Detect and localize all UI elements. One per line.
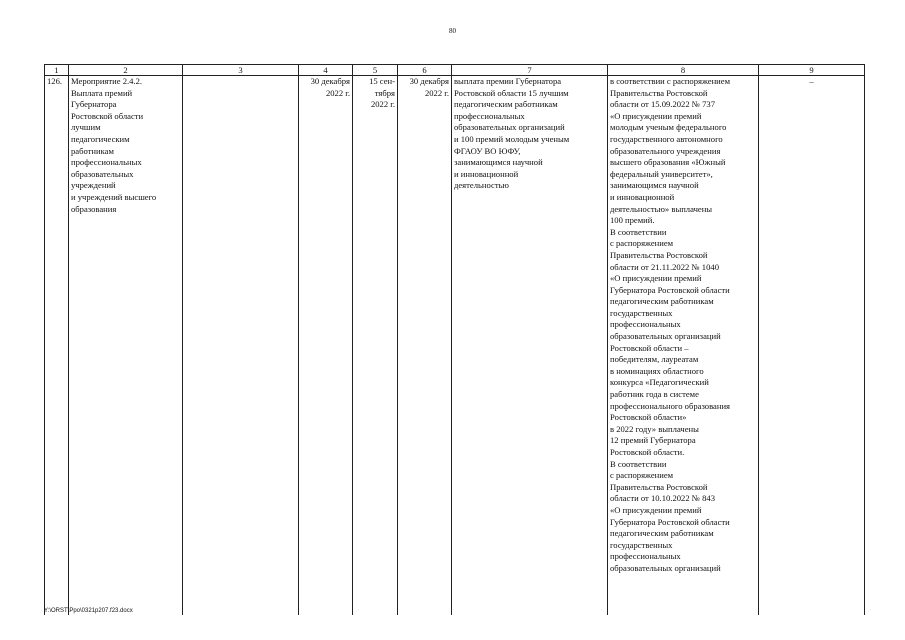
table-row	[45, 76, 865, 616]
header-cell-8: 8	[608, 65, 759, 76]
actual-end-date: 30 декабря 2022 г.	[398, 76, 452, 616]
file-path-footer: Y:\ORST\Ppo\0321p207.f23.docx	[44, 608, 133, 614]
page-number: 80	[449, 27, 456, 35]
header-cell-7: 7	[452, 65, 608, 76]
responsible-executor	[183, 76, 299, 616]
header-cell-4: 4	[299, 65, 353, 76]
header-cell-5: 5	[353, 65, 398, 76]
planned-results: выплата премии Губернатора Ростовской области 15 лучшим педагогическим работникам профессиональных образовательных организаций и 100 премий молодым ученым ФГАОУ ВО ЮФУ, занимающимся научной и инновационной деятельностью	[452, 76, 608, 616]
header-cell-6: 6	[398, 65, 452, 76]
header-cell-2: 2	[69, 65, 183, 76]
activity-name: Мероприятие 2.4.2. Выплата премий Губернатора Ростовской области лучшим педагогическим работникам профессиональных образовательных учреждений и учреждений высшего образования	[69, 76, 183, 616]
header-cell-9: 9	[759, 65, 865, 76]
planned-end-date: 30 декабря 2022 г.	[299, 76, 353, 616]
header-cell-3: 3	[183, 65, 299, 76]
actual-start-date: 15 сен- тября 2022 г.	[353, 76, 398, 616]
report-table	[44, 64, 865, 615]
actual-results: в соответствии с распоряжением Правительства Ростовской области от 15.09.2022 № 737 «О присуждении премий молодым ученым федерального государственного автономного образовательного учреждения высшего образования «Южный федеральный университет», занимающимся научной и инновационной деятельностью» выплачены 100 премий. В соответствии с распоряжением Правительства Ростовской области от 21.11.2022 № 1040 «О присуждении премий Губернатора Ростовской области педагогическим работникам государственных профессиональных образовательных организаций Ростовской области – победителям, лауреатам в номинациях областного конкурса «Педагогический работник года в системе профессионального образования Ростовской области» в 2022 году» выплачены 12 премий Губернатора Ростовской области. В соответствии с распоряжением Правительства Ростовской области от 10.10.2022 № 843 «О присуждении премий Губернатора Ростовской области педагогическим работникам государственных профессиональных образовательных организаций	[608, 76, 759, 616]
header-cell-1: 1	[45, 65, 69, 76]
row-number: 126.	[45, 76, 69, 616]
header-row	[45, 65, 865, 76]
deviation-reasons: –	[759, 76, 865, 616]
